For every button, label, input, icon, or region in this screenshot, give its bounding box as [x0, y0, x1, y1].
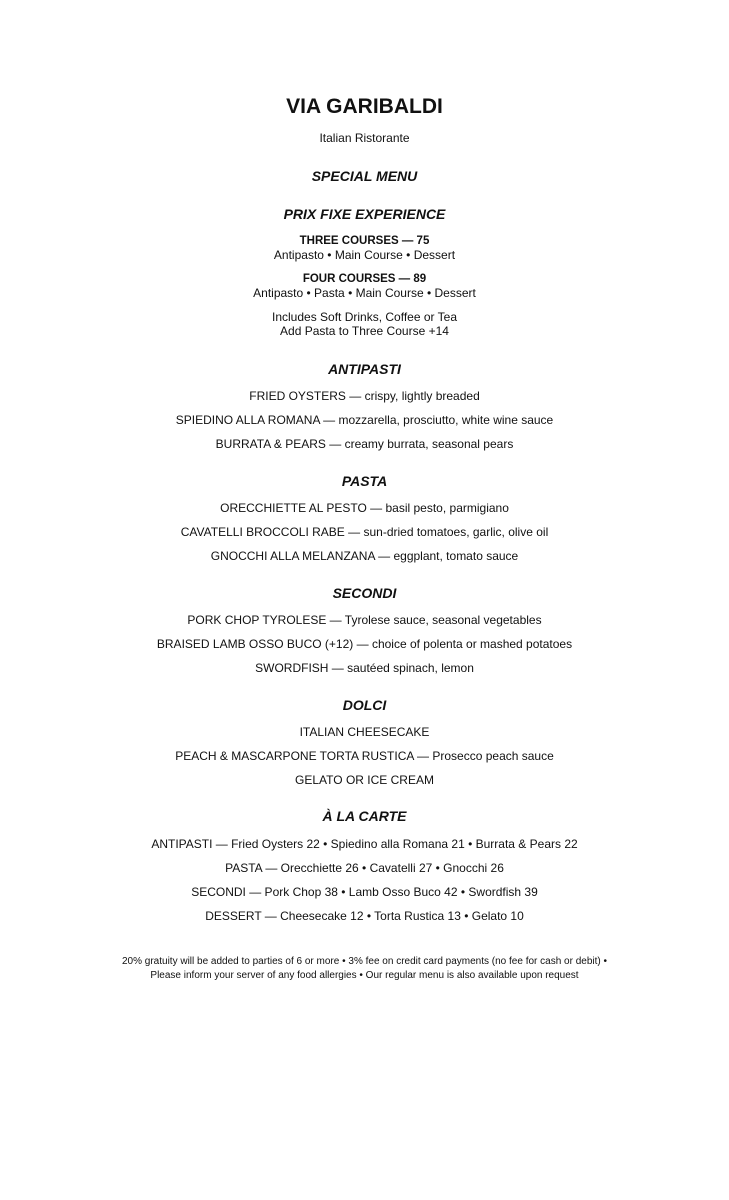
footer-note-line-2: Please inform your server of any food allergies • Our regular menu is also available upon request — [150, 970, 579, 981]
list-item: CAVATELLI BROCCOLI RABE — sun-dried tomatoes, garlic, olive oil — [180, 525, 549, 539]
four-course-title: FOUR COURSES — 89 — [302, 273, 427, 285]
list-item: DESSERT — Cheesecake 12 • Torta Rustica 13 • Gelato 10 — [205, 909, 524, 923]
list-item: ANTIPASTI — Fried Oysters 22 • Spiedino alla Romana 21 • Burrata & Pears 22 — [151, 837, 578, 851]
list-item: ITALIAN CHEESECAKE — [299, 725, 430, 739]
restaurant-title: VIA GARIBALDI — [286, 95, 443, 118]
dolci-heading: DOLCI — [342, 697, 387, 713]
list-item: GELATO OR ICE CREAM — [295, 773, 434, 787]
prix-fixe-includes: Includes Soft Drinks, Coffee or Tea — [272, 310, 457, 324]
list-item: PEACH & MASCARPONE TORTA RUSTICA — Prosecco peach sauce — [175, 749, 554, 763]
a-la-carte-heading: À LA CARTE — [322, 808, 407, 824]
three-course-description: Antipasto • Main Course • Dessert — [273, 248, 456, 262]
prix-fixe-add-on: Add Pasta to Three Course +14 — [280, 324, 449, 338]
list-item: BURRATA & PEARS — creamy burrata, seasonal pears — [215, 437, 514, 451]
list-item: GNOCCHI ALLA MELANZANA — eggplant, tomato sauce — [210, 549, 519, 563]
list-item: PASTA — Orecchiette 26 • Cavatelli 27 • Gnocchi 26 — [225, 861, 504, 875]
special-menu-heading: SPECIAL MENU — [311, 168, 418, 184]
four-course-description: Antipasto • Pasta • Main Course • Dessert — [253, 286, 476, 300]
list-item: SPIEDINO ALLA ROMANA — mozzarella, prosciutto, white wine sauce — [175, 413, 554, 427]
antipasti-heading: ANTIPASTI — [328, 361, 401, 377]
secondi-heading: SECONDI — [332, 585, 397, 601]
restaurant-subtitle: Italian Ristorante — [319, 131, 410, 145]
prix-fixe-heading: PRIX FIXE EXPERIENCE — [283, 206, 446, 222]
list-item: FRIED OYSTERS — crispy, lightly breaded — [249, 389, 480, 403]
footer-note-line-1: 20% gratuity will be added to parties of 6 or more • 3% fee on credit card payments (no fee for cash or debit) • — [121, 956, 608, 967]
list-item: PORK CHOP TYROLESE — Tyrolese sauce, seasonal vegetables — [187, 613, 542, 627]
list-item: SECONDI — Pork Chop 38 • Lamb Osso Buco 42 • Swordfish 39 — [191, 885, 538, 899]
list-item: SWORDFISH — sautéed spinach, lemon — [255, 661, 474, 675]
list-item: BRAISED LAMB OSSO BUCO (+12) — choice of polenta or mashed potatoes — [156, 637, 573, 651]
list-item: ORECCHIETTE AL PESTO — basil pesto, parmigiano — [220, 501, 509, 515]
pasta-heading: PASTA — [341, 473, 388, 489]
three-course-title: THREE COURSES — 75 — [299, 235, 430, 247]
